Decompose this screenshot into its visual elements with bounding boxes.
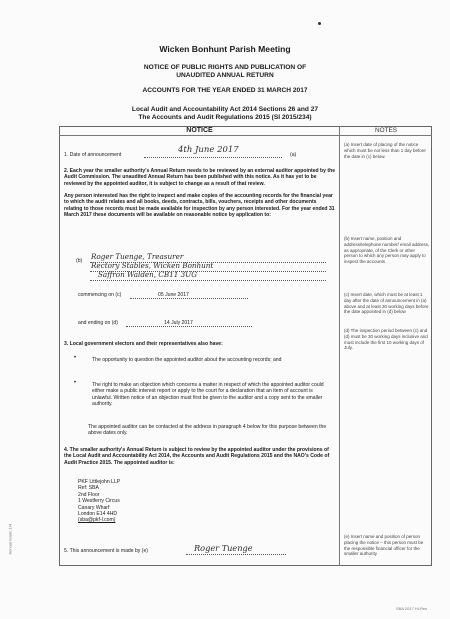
auditor-line: 1 Westferry Circus xyxy=(78,498,120,505)
corner-mark xyxy=(318,22,321,25)
commencing-label: commencing on (c) xyxy=(78,292,122,298)
auditor-review-paragraph: 4. The smaller authority's Annual Return is subject to review by the appointed auditor under the provisions of the Local Audit and Accountability Act 2014, the Accounts and Audit Regulations 2015 and the NAO's Code of Audit Practice 2015. The appointed auditor is: xyxy=(64,447,330,466)
electors-rights-intro: 3. Local government electors and their representatives also have: xyxy=(64,341,223,347)
auditor-line: Canary Wharf xyxy=(78,504,110,511)
bullet-dot-2: • xyxy=(74,380,77,386)
announcement-date-line xyxy=(144,157,282,158)
ending-label: and ending on (d) xyxy=(78,320,118,326)
note-c: (c) Insert date, which must be at least 1 day after the date of announcement in (a) above and at least 30 working days before the date appointed in (d) below xyxy=(344,292,429,315)
contact-line-1: Roger Tuenge, Treasurer xyxy=(91,252,184,261)
inspection-rights-paragraph: Any person interested has the right to inspect and make copies of the accounting records for the financial year to which the audit relates and all books, deeds, contracts, bills, vouchers, receipts and other documents relating to those records must be made available for inspection by any person interested. For the year ended 31 March 2017 these documents will be available on reasonable notice by application to: xyxy=(64,193,335,219)
contact-line-2: Rectory Stables, Wicken Bonhunt xyxy=(91,261,214,270)
notice-title-line-1: NOTICE OF PUBLIC RIGHTS AND PUBLICATION OF xyxy=(143,64,307,71)
note-b: (b) Insert name, position and address/telephone number/ email address, as appropriate, of the Clerk or other person to which any person may apply to inspect the accounts xyxy=(344,236,430,265)
contact-underline-1 xyxy=(90,262,326,263)
side-stamp: Annual return 1/4 xyxy=(7,523,13,555)
note-a: (a) Insert date of placing of the notice which must be not less than 1 day before the date in (c) below. xyxy=(344,142,426,159)
notice-title-line-2: UNAUDITED ANNUAL RETURN xyxy=(176,72,274,79)
page-title: Wicken Bonhunt Parish Meeting xyxy=(159,44,291,54)
note-e: (e) Insert name and position of person placing the notice – this person must be the responsible financial officer for the smaller authority xyxy=(344,534,424,557)
auditor-line: Ref: SBA xyxy=(78,485,99,492)
ending-date: 14 July 2017 xyxy=(164,320,193,326)
auditor-email: (sba@pkf-l.com) xyxy=(78,517,116,524)
legal-reference-act: Local Audit and Accountability Act 2014 Sections 26 and 27 xyxy=(131,106,319,113)
commencing-date: 05 June 2017 xyxy=(158,292,189,298)
announcement-date-label: 1. Date of announcement xyxy=(64,152,122,158)
notice-column-header: NOTICE xyxy=(186,127,213,134)
auditor-line: PKF Littlejohn LLP xyxy=(78,479,121,485)
objection-bullet: The right to make an objection which concerns a matter in respect of which the appointed auditor could either make a public interest report or apply to the court for a declaration that an item of account is unlawful. Written notice of an objection must first be given to the auditor and a copy sent to the smaller authority. xyxy=(92,382,324,408)
column-divider xyxy=(339,126,340,566)
contact-underline-2 xyxy=(90,271,326,272)
bullet-dot-1: • xyxy=(74,355,77,361)
announcement-by-line xyxy=(186,554,286,555)
announcement-date-ref: (a) xyxy=(290,152,297,158)
header-divider xyxy=(59,135,432,136)
auditor-line: 2nd Floor xyxy=(78,491,100,498)
notes-column-header: NOTES xyxy=(374,127,397,134)
legal-reference-regulations: The Accounts and Audit Regulations 2015 (SI 2015/234) xyxy=(138,114,312,121)
contact-ref: (b) xyxy=(76,258,83,264)
question-auditor-bullet: The opportunity to question the appointed auditor about the accounting records; and xyxy=(92,357,282,363)
footer-stamp: SBA 2017 Hi-Res xyxy=(396,606,428,611)
accounts-year-heading: ACCOUNTS FOR THE YEAR ENDED 31 MARCH 2017 xyxy=(142,87,308,94)
note-d: (d) The inspection period between (c) and (d) must be 30 working days inclusive and must include the first 10 working days of July. xyxy=(344,328,428,351)
auditor-line: London E14 4HD xyxy=(78,511,118,518)
announcement-date-value: 4th June 2017 xyxy=(178,145,239,155)
announcement-by-signature: Roger Tuenge xyxy=(194,543,253,553)
announcement-by-label: 5. This announcement is made by (e) xyxy=(64,548,148,554)
auditor-address xyxy=(78,479,198,524)
auditor-contact-note: The appointed auditor can be contacted at the address in paragraph 4 below for this purpose between the above dates only. xyxy=(88,424,327,437)
review-paragraph: 2. Each year the smaller authority's Annual Return needs to be reviewed by an external auditor appointed by the Audit Commission. The unaudited Annual Return has been published with this notice. As it has yet to be reviewed by the appointed auditor, it is subject to change as a result of that review. xyxy=(64,168,336,187)
contact-line-3: Saffron Walden, CB11 3UG xyxy=(98,270,197,279)
contact-underline-3 xyxy=(90,280,326,281)
